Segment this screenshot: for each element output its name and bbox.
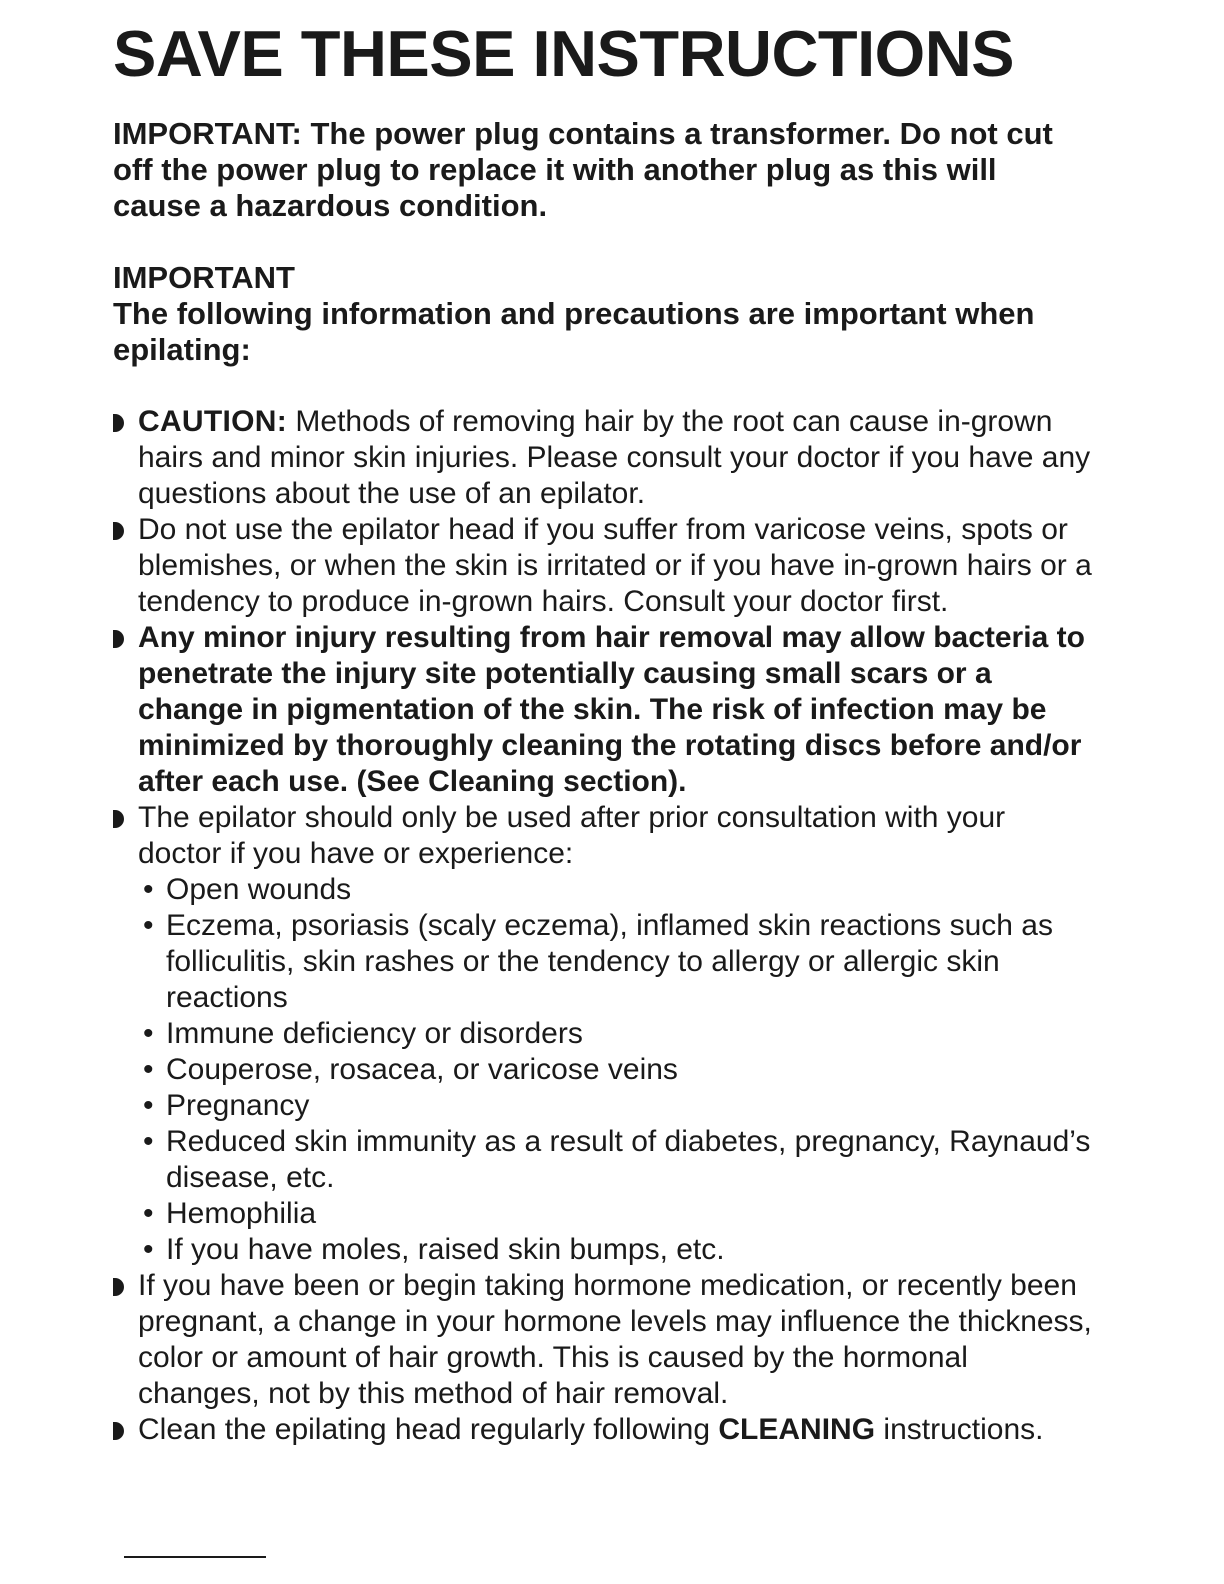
important-notice-plug — [113, 116, 1093, 224]
precaution-text: The epilator should only be used after prior consultation with your doctor if you have or experience: — [138, 801, 1006, 870]
list-item — [138, 1196, 1093, 1232]
list-item — [138, 1088, 1093, 1124]
half-circle-bullet-icon — [113, 630, 124, 648]
condition-text: Eczema, psoriasis (scaly eczema), inflamed skin reactions such as folliculitis, skin rashes or the tendency to allergy or allergic skin reactions — [166, 909, 1053, 1014]
dot-bullet-icon: • — [143, 1017, 154, 1050]
cleaning-keyword: CLEANING — [718, 1413, 876, 1446]
precaution-text: Do not use the epilator head if you suffer from varicose veins, spots or blemishes, or when the skin is irritated or if you have in-grown hairs or a tendency to produce in-grown hairs. Consult your doctor first. — [138, 513, 1092, 618]
half-circle-bullet-icon — [113, 414, 124, 432]
footer-rule — [124, 1556, 266, 1558]
precaution-item-caution — [113, 404, 1093, 512]
precaution-text: Clean the epilating head regularly following — [138, 1413, 711, 1446]
half-circle-bullet-icon — [113, 1422, 124, 1440]
precaution-text: Methods of removing hair by the root can cause in-grown hairs and minor skin injuries. Please consult your doctor if you have any questions about the use of an epilator. — [138, 405, 1091, 510]
precaution-text: If you have been or begin taking hormone medication, or recently been pregnant, a change in your hormone levels may influence the thickness, color or amount of hair growth. This is caused by the hormonal changes, not by this method of hair removal. — [138, 1269, 1092, 1410]
condition-text: Hemophilia — [166, 1197, 317, 1230]
dot-bullet-icon: • — [143, 1089, 154, 1122]
half-circle-bullet-icon — [113, 810, 124, 828]
precaution-text: Any minor injury resulting from hair removal may allow bacteria to penetrate the injury site potentially causing small scars or a change in pigmentation of the skin. The risk of infection may be minimized by thoroughly cleaning the rotating discs before and/or after each use. (See Cleaning section). — [138, 621, 1085, 798]
dot-bullet-icon: • — [143, 873, 154, 906]
precaution-item-hormone — [113, 1268, 1093, 1412]
instruction-page — [113, 18, 1093, 1448]
list-item — [138, 908, 1093, 1016]
precautions-list — [113, 404, 1093, 1448]
condition-text: If you have moles, raised skin bumps, etc. — [166, 1233, 725, 1266]
dot-bullet-icon: • — [143, 1053, 154, 1086]
list-item — [138, 1232, 1093, 1268]
condition-text: Couperose, rosacea, or varicose veins — [166, 1053, 678, 1086]
condition-text: Pregnancy — [166, 1089, 310, 1122]
half-circle-bullet-icon — [113, 522, 124, 540]
list-item — [138, 1124, 1093, 1196]
half-circle-bullet-icon — [113, 1278, 124, 1296]
notice-label: IMPORTANT: — [113, 116, 302, 151]
condition-text: Open wounds — [166, 873, 352, 906]
precaution-text: instructions. — [883, 1413, 1044, 1446]
dot-bullet-icon: • — [143, 1125, 154, 1158]
dot-bullet-icon: • — [143, 909, 154, 942]
precaution-item-varicose — [113, 512, 1093, 620]
condition-text: Immune deficiency or disorders — [166, 1017, 583, 1050]
list-item — [138, 1052, 1093, 1088]
dot-bullet-icon: • — [143, 1197, 154, 1230]
precaution-item-consultation — [113, 800, 1093, 1268]
notice-text: The following information and precautions are important when epilating: — [113, 296, 1035, 367]
dot-bullet-icon: • — [143, 1233, 154, 1266]
page-title: SAVE THESE INSTRUCTIONS — [113, 17, 1015, 90]
important-notice-epilating — [113, 260, 1093, 368]
notice-text: The power plug contains a transformer. Do not cut off the power plug to replace it with another plug as this will cause a hazardous condition. — [113, 116, 1053, 223]
notice-label: IMPORTANT — [113, 260, 295, 295]
precaution-item-infection — [113, 620, 1093, 800]
precaution-item-cleaning — [113, 1412, 1093, 1448]
list-item — [138, 1016, 1093, 1052]
condition-list — [138, 872, 1093, 1268]
list-item — [138, 872, 1093, 908]
caution-label: CAUTION: — [138, 405, 288, 438]
condition-text: Reduced skin immunity as a result of diabetes, pregnancy, Raynaud’s disease, etc. — [166, 1125, 1091, 1194]
